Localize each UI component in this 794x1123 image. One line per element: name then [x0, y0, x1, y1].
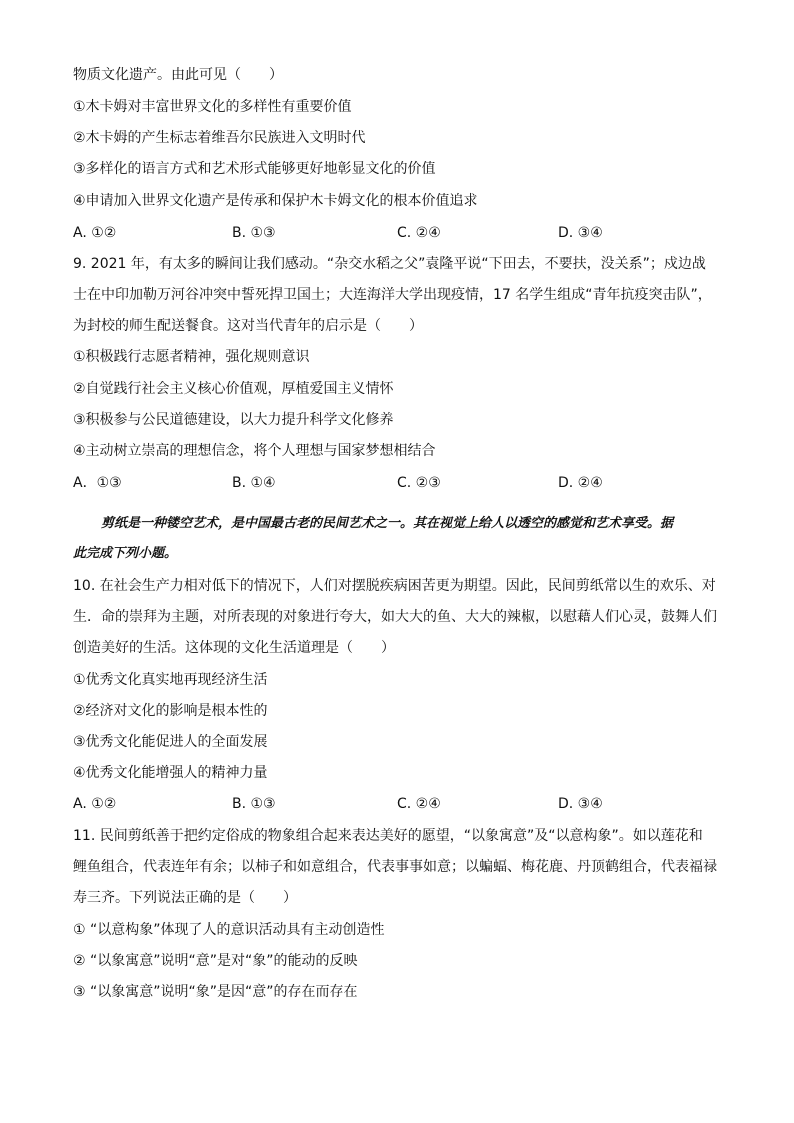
q9-stem-line-3: 为封校的师生配送餐食。这对当代青年的启示是（ ）	[73, 318, 423, 334]
q9-option-c[interactable]: C. ②③	[397, 475, 441, 491]
q8-options	[73, 223, 723, 243]
q9-option-b[interactable]: B. ①④	[232, 475, 276, 491]
q8-statement-4: ④申请加入世界文化遗产是传承和保护木卡姆文化的根本价值追求	[73, 193, 478, 209]
q11-statement-1: ① “以意构象”体现了人的意识活动具有主动创造性	[73, 922, 385, 938]
q9-stem-line-2: 士在中印加勒万河谷冲突中誓死捍卫国土；大连海洋大学出现疫情，17 名学生组成“青年抗疫突击队”，	[73, 287, 712, 303]
q9-statement-3: ③积极参与公民道德建设，以大力提升科学文化修养	[73, 412, 394, 428]
q10-stem-line-2: 生．命的崇拜为主题，对所表现的对象进行夸大，如大大的鱼、大大的辣椒，以慰藉人们心灵，鼓舞人们	[73, 609, 717, 625]
q9-options	[73, 473, 723, 493]
q10-statement-1: ①优秀文化真实地再现经济生活	[73, 672, 268, 688]
passage-intro-line-2: 此完成下列小题。	[73, 546, 178, 561]
q11-stem-line-3: 寿三齐。下列说法正确的是（ ）	[73, 890, 297, 906]
q8-stem-end: 物质文化遗产。由此可见（ ）	[73, 67, 283, 83]
q10-statement-3: ③优秀文化能促进人的全面发展	[73, 734, 268, 750]
q8-statement-2: ②木卡姆的产生标志着维吾尔民族进入文明时代	[73, 130, 366, 146]
q10-options	[73, 794, 723, 814]
q10-stem-line-1: 10. 在社会生产力相对低下的情况下，人们对摆脱疾病困苦更为期望。因此，民间剪纸常以生的欢乐、对	[73, 578, 716, 594]
q8-option-b[interactable]: B. ①③	[232, 225, 276, 241]
q9-statement-4: ④主动树立崇高的理想信念，将个人理想与国家梦想相结合	[73, 443, 436, 459]
q9-statement-2: ②自觉践行社会主义核心价值观，厚植爱国主义情怀	[73, 381, 394, 397]
q9-option-d[interactable]: D. ②④	[558, 475, 603, 491]
q8-statement-3: ③多样化的语言方式和艺术形式能够更好地彰显文化的价值	[73, 161, 436, 177]
q11-statement-3: ③ “以象寓意”说明“象”是因“意”的存在而存在	[73, 984, 358, 1000]
q10-stem-line-3: 创造美好的生活。这体现的文化生活道理是（ ）	[73, 640, 395, 656]
q11-stem-line-1: 11. 民间剪纸善于把约定俗成的物象组合起来表达美好的愿望，“以象寓意”及“以意构象”。如以莲花和	[73, 828, 703, 844]
passage-intro-line-1: 剪纸是一种镂空艺术，是中国最古老的民间艺术之一。其在视觉上给人以透空的感觉和艺术享受。据	[101, 516, 674, 531]
q11-statement-2: ② “以象寓意”说明“意”是对“象”的能动的反映	[73, 953, 358, 969]
q8-option-c[interactable]: C. ②④	[397, 225, 441, 241]
q8-option-a[interactable]: A. ①②	[73, 225, 117, 241]
q10-option-c[interactable]: C. ②④	[397, 796, 441, 812]
q10-option-d[interactable]: D. ③④	[558, 796, 603, 812]
q10-option-b[interactable]: B. ①③	[232, 796, 276, 812]
q10-statement-4: ④优秀文化能增强人的精神力量	[73, 765, 268, 781]
q9-option-a[interactable]: A．①③	[73, 475, 122, 491]
q10-option-a[interactable]: A. ①②	[73, 796, 117, 812]
q10-statement-2: ②经济对文化的影响是根本性的	[73, 703, 268, 719]
q9-statement-1: ①积极践行志愿者精神，强化规则意识	[73, 349, 310, 365]
q8-option-d[interactable]: D. ③④	[558, 225, 603, 241]
q9-stem-line-1: 9. 2021 年，有太多的瞬间让我们感动。“杂交水稻之父”袁隆平说“下田去，不要扶，没关系”；戍边战	[73, 256, 706, 272]
q11-stem-line-2: 鲤鱼组合，代表连年有余；以柿子和如意组合，代表事事如意；以蝙蝠、梅花鹿、丹顶鹤组合，代表福禄	[73, 859, 717, 875]
q8-statement-1: ①木卡姆对丰富世界文化的多样性有重要价值	[73, 99, 352, 115]
